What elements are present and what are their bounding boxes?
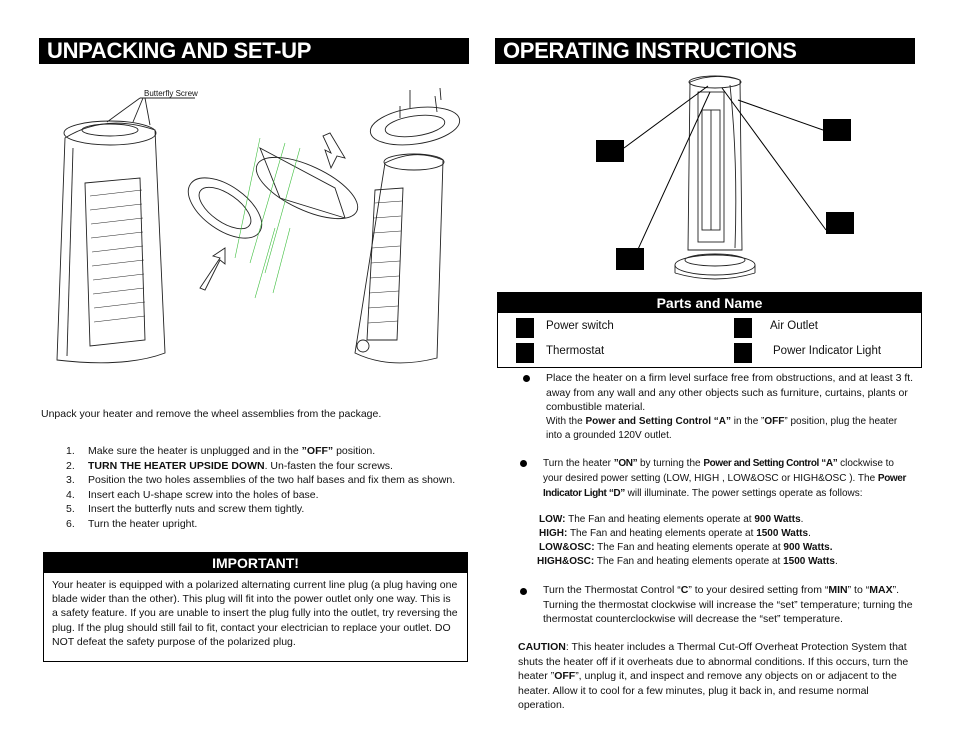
part-power-switch: Power switch xyxy=(546,320,614,332)
part-thermostat: Thermostat xyxy=(546,345,605,357)
step-item: 5. Insert the butterfly nuts and screw them tightly. xyxy=(66,503,305,515)
important-body: Your heater is equipped with a polarized alternating current line plug (a plug having one blade wider than the other). This plug will fit into the power outlet only one way. This is a safety feature. If you are unable to insert the plug fully into the outlet, try reversing the plug. If the plug should still fail to fit, contact your electrician to replace your outlet. DO NOT defeat the safety purpose of the polarized plug. xyxy=(52,579,458,648)
thermostat-instruction: Turn the Thermostat Control “C” to your desired setting from “MIN” to “MAX”. Turning the thermostat clockwise will increase the “set” temperature; turning the thermostat counterclockwise will decrease the “set” temperature. xyxy=(543,584,913,625)
butterfly-screw-label: Butterfly Screw xyxy=(144,89,198,98)
assembly-figure xyxy=(45,78,465,378)
step-item: 2. TURN THE HEATER UPSIDE DOWN. Un-fasten the four screws. xyxy=(66,459,393,472)
tower-right-body xyxy=(355,155,443,363)
caution-note: CAUTION: This heater includes a Thermal Cut-Off Overheat Protection System that shuts the heater off if it overheats due to abnormal conditions. If this occurs, turn the heater ”OFF”, unplug it, and inspect and remove any objects on or adjacent to the heater. Allow it to cool for a few minutes, plug it back in, and resume normal operation. xyxy=(518,641,909,711)
bullet-1 xyxy=(523,375,530,382)
setting-low-osc: LOW&OSC: The Fan and heating elements operate at 900 Watts. xyxy=(539,542,833,553)
turn-on-instruction: Turn the heater ”ON” by turning the Power and Setting Control “A” clockwise to your desired power setting (LOW, HIGH , LOW&OSC or HIGH&OSC ). The Power Indicator Light “D” will illuminate. The power settings operate as follows: xyxy=(543,458,906,499)
heater-figure xyxy=(590,70,860,285)
bullet-3 xyxy=(520,588,527,595)
part-air-outlet: Air Outlet xyxy=(770,320,818,332)
part-marker-c xyxy=(516,343,534,363)
step-item: 1. Make sure the heater is unplugged and in the ”OFF” position. xyxy=(66,445,376,457)
heater-body xyxy=(688,76,742,250)
parts-heading: Parts and Name xyxy=(498,293,921,313)
important-box xyxy=(43,552,468,662)
bullet-2 xyxy=(520,460,527,467)
important-heading: IMPORTANT! xyxy=(44,553,467,573)
callout-box-b xyxy=(823,119,851,141)
setting-low: LOW: The Fan and heating elements operate at 900 Watts. xyxy=(539,514,804,525)
callout-box-a xyxy=(596,140,624,162)
tower-left-body xyxy=(57,123,165,363)
placement-instruction: Place the heater on a firm level surface free from obstructions, and at least 3 ft. away from any wall and any other objects such as furniture, curtains, plants or combustible material. xyxy=(546,372,914,413)
plug-in-instruction: With the Power and Setting Control “A” in the ”OFF” position, plug the heater into a grounded 120V outlet. xyxy=(546,416,898,441)
step-item: 6. Turn the heater upright. xyxy=(66,517,198,530)
part-power-indicator-light: Power Indicator Light xyxy=(773,345,882,357)
callout-box-c xyxy=(616,248,644,270)
callout-box-d xyxy=(826,212,854,234)
part-marker-a xyxy=(516,318,534,338)
part-marker-d xyxy=(734,343,752,363)
step-item: 3. Position the two holes assemblies of the two half bases and fix them as shown. xyxy=(66,474,456,486)
setup-steps xyxy=(22,444,512,531)
setting-high: HIGH: The Fan and heating elements operate at 1500 Watts. xyxy=(539,528,811,539)
part-marker-b xyxy=(734,318,752,338)
setting-high-osc: HIGH&OSC: The Fan and heating elements operate at 1500 Watts. xyxy=(537,556,838,567)
step-item: 4. Insert each U-shape screw into the holes of base. xyxy=(66,488,319,501)
unpacking-title: UNPACKING AND SET-UP xyxy=(39,38,469,64)
operating-title: OPERATING INSTRUCTIONS xyxy=(495,38,915,64)
unpack-intro: Unpack your heater and remove the wheel assemblies from the package. xyxy=(41,408,382,420)
